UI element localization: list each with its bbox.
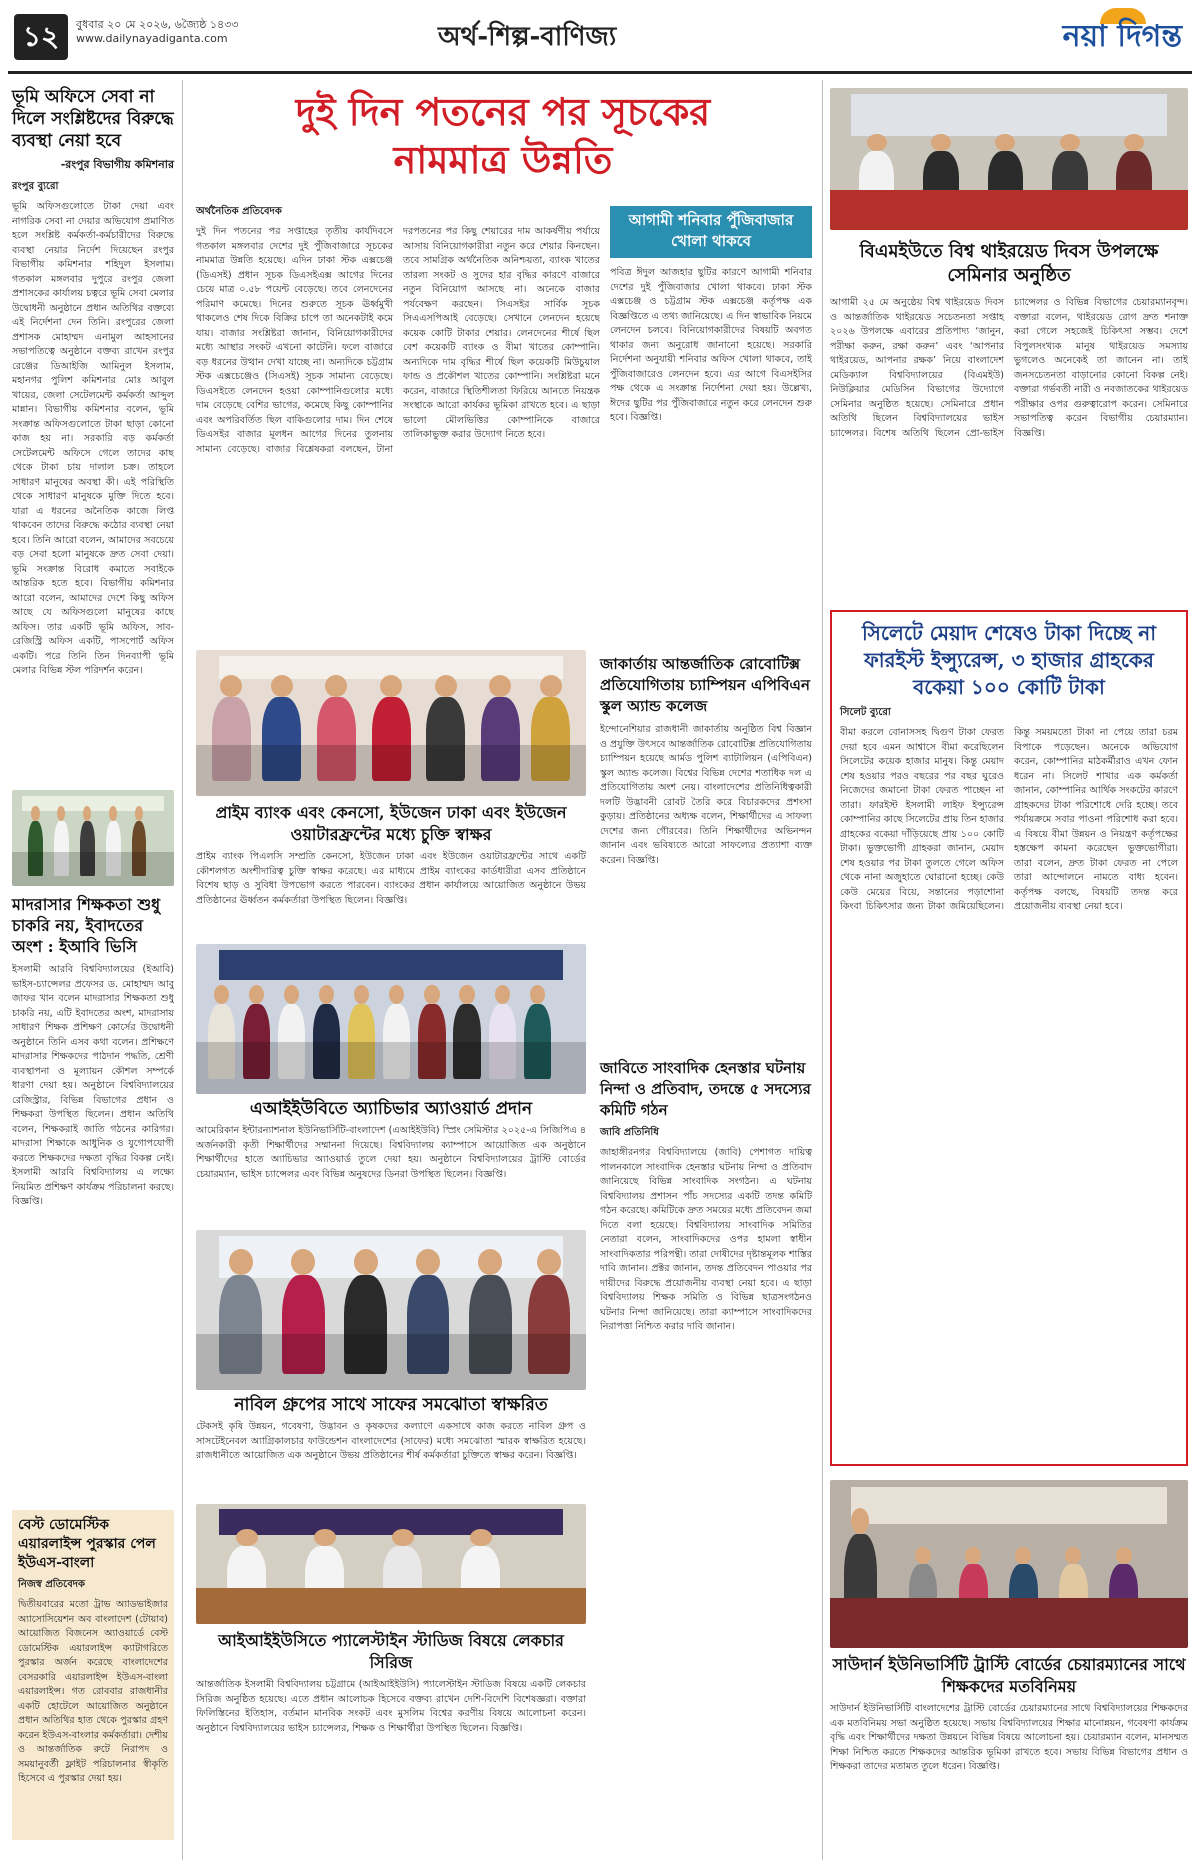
saturday-box-body: পবিত্র ঈদুল আজহার ছুটির কারণে আগামী শনিবার দেশের দুই পুঁজিবাজার খোলা থাকবে। ঢাকা স্টক এক্সচেঞ্জ ও চট্টগ্রাম স্টক এক্সচেঞ্জ কর্তৃপক্ষ এক বিজ্ঞপ্তিতে এ তথ্য জানিয়েছে। এ দিন স্বাভাবিক নিয়মে লেনদেন চলবে। বিনিয়োগকারীদের বিষয়টি অবগত থাকার জন্য অনুরোধ জানানো হয়েছে। সরকারি নির্দেশনা অনুযায়ী শনিবার অফিস খোলা থাকবে, তাই পুঁজিবাজারেও লেনদেন হবে। এর আগে বিএসইসির পক্ষ থেকে এ সংক্রান্ত নির্দেশনা দেয়া হয়। উল্লেখ্য, ঈদের ছুটির পর পুঁজিবাজারে নতুন করে লেনদেন শুরু হবে। বিজ্ঞপ্তি। xyxy=(610,267,812,423)
article-byline: সিলেট ব্যুরো xyxy=(840,707,891,718)
article-body: আমেরিকান ইন্টারন্যাশনাল ইউনিভার্সিটি-বাংলাদেশ (এআইইউবি) স্প্রিং সেমিস্টার ২০২৫-এ সিজিপিএ ৪ অর্জনকারী কৃতী শিক্ষার্থীদের সম্মাননা দিয়েছে। বিশ্ববিদ্যালয় ক্যাম্পাসে আয়োজিত এক অনুষ্ঠানে শিক্ষার্থীদের হাতে অ্যাচিভার অ্যাওয়ার্ড তুলে দেয়া হয়। অনুষ্ঠানে বিশ্ববিদ্যালয়ের ট্রাস্টি বোর্ডের চেয়ারম্যান, ভাইস চ্যান্সেলর এবং বিভিন্ন অনুষদের ডিনরা উপস্থিত ছিলেন। বিজ্ঞপ্তি। xyxy=(196,1125,586,1180)
saturday-box[interactable] xyxy=(610,206,812,258)
article-byline: নিজস্ব প্রতিবেদক xyxy=(18,1579,86,1590)
article-lead[interactable] xyxy=(196,200,600,645)
article-title: জাকার্তায় আন্তর্জাতিক রোবোটিক্স প্রতিযোগিতায় চ্যাম্পিয়ন এপিবিএন স্কুল অ্যান্ড কলেজ xyxy=(600,655,810,715)
article-byline: রংপুর ব্যুরো xyxy=(12,181,59,192)
article-body: দুই দিন পতনের পর সপ্তাহের তৃতীয় কার্যদিবসে গতকাল মঙ্গলবার দেশের দুই পুঁজিবাজারে সূচকের নামমাত্র উন্নতি হয়েছে। এদিন ঢাকা স্টক এক্সচেঞ্জ (ডিএসই) প্রধান সূচক ডিএসইএক্স আগের দিনের চেয়ে মাত্র ০.৫৮ পয়েন্ট বেড়েছে। তবে লেনদেনের পরিমাণ কমেছে। দিনের শুরুতে সূচক ঊর্ধ্বমুখী থাকলেও শেষ দিকে বিক্রির চাপে তা অনেকটাই কমে যায়। বাজার সংশ্লিষ্টরা জানান, বিনিয়োগকারীদের মধ্যে আস্থার সংকট এখনো কাটেনি। ফলে বাজারে বড় ধরনের উত্থান দেখা যাচ্ছে না। অন্যদিকে চট্টগ্রাম স্টক এক্সচেঞ্জেও (সিএসই) সূচক সামান্য বেড়েছে। ডিএসইতে লেনদেন হওয়া কোম্পানিগুলোর মধ্যে দাম বেড়েছে বেশির ভাগের, কমেছে কিছু কোম্পানির এবং অপরিবর্তিত ছিল বাকিগুলোর দাম। দিন শেষে ডিএসইর বাজার মূলধন আগের দিনের তুলনায় সামান্য বেড়েছে। বাজার বিশ্লেষকরা বলছেন, টানা দরপতনের পর কিছু শেয়ারের দাম আকর্ষণীয় পর্যায়ে আসায় বিনিয়োগকারীরা নতুন করে শেয়ার কিনছেন। তবে সামগ্রিক অর্থনৈতিক অনিশ্চয়তা, ব্যাংক খাতের তারল্য সংকট ও সুদের হার বৃদ্ধির কারণে বাজারে নতুন বিনিয়োগ আসছে না। অনেকে বাজার পর্যবেক্ষণ করছেন। সিএসইর সার্বিক সূচক সিএএসপিআই বেড়েছে। সেখানে লেনদেন হয়েছে কয়েক কোটি টাকার শেয়ার। লেনদেনের শীর্ষে ছিল বেশ কয়েকটি ব্যাংক ও বীমা খাতের কোম্পানি। অন্যদিকে দাম বৃদ্ধির শীর্ষে ছিল কয়েকটি মিউচুয়াল ফান্ড ও প্রকৌশল খাতের কোম্পানি। সংশ্লিষ্টরা মনে করেন, বাজারে স্থিতিশীলতা ফিরিয়ে আনতে নিয়ন্ত্রক সংস্থাকে আরো কার্যকর ভূমিকা রাখতে হবে। এ ছাড়া ভালো মৌলভিত্তির কোম্পানিকে বাজারে তালিকাভুক্ত করার উদ্যোগ নিতে হবে। xyxy=(196,226,600,455)
article-title: সাউদার্ন ইউনিভার্সিটি ট্রাস্টি বোর্ডের চেয়ারম্যানের সাথে শিক্ষকদের মতবিনিময় xyxy=(832,1655,1186,1696)
article-body: জাহাঙ্গীরনগর বিশ্ববিদ্যালয়ে (জাবি) পেশাগত দায়িত্ব পালনকালে সাংবাদিক হেনস্তার ঘটনায় নিন্দা ও প্রতিবাদ জানিয়েছে বিভিন্ন সাংবাদিক সংগঠন। এ ঘটনায় বিশ্ববিদ্যালয় প্রশাসন পাঁচ সদস্যের একটি তদন্ত কমিটি গঠন করেছে। কমিটিকে দ্রুত সময়ের মধ্যে প্রতিবেদন জমা দিতে বলা হয়েছে। বিশ্ববিদ্যালয় সাংবাদিক সমিতির নেতারা বলেন, সাংবাদিকদের ওপর হামলা স্বাধীন সাংবাদিকতার পরিপন্থী। তারা দোষীদের দৃষ্টান্তমূলক শাস্তির দাবি জানান। প্রক্টর জানান, তদন্ত প্রতিবেদন পাওয়ার পর দায়ীদের বিরুদ্ধে প্রয়োজনীয় ব্যবস্থা নেয়া হবে। এ ছাড়া বিশ্ববিদ্যালয় শিক্ষক সমিতি ও বিভিন্ন ছাত্রসংগঠনও ঘটনার নিন্দা জানিয়েছে। তারা ক্যাম্পাসে সাংবাদিকদের নিরাপত্তা নিশ্চিত করার দাবি জানান। xyxy=(600,1147,812,1332)
article-body: ভূমি অফিসগুলোতে টাকা দেয়া এবং নাগরিক সেবা না দেয়ার অভিযোগ প্রমাণিত হলে সংশ্লিষ্ট কর্মকর্তা-কর্মচারীদের বিরুদ্ধে ব্যবস্থা নেয়ার নির্দেশ দিয়েছেন রংপুর বিভাগীয় কমিশনার শহিদুল ইসলাম। গতকাল মঙ্গলবার দুপুরে রংপুর জেলা প্রশাসকের কার্যালয় চত্বরে ভূমি সেবা মেলার উদ্বোধনী অনুষ্ঠানে প্রধান অতিথির বক্তব্যে এই নির্দেশনা দেন তিনি। রংপুরের জেলা প্রশাসক মোহাম্মদ এনামুল আহসানের সভাপতিত্বে অনুষ্ঠানে বক্তব্য রাখেন রংপুর রেঞ্জের ডিআইজি আমিনুল ইসলাম, মহানগর পুলিশ কমিশনার মোঃ আবুল খায়ের, জেলা সেটেলমেন্ট কর্মকর্তা আব্দুল মান্নান। বিভাগীয় কমিশনার বলেন, ভূমি সংক্রান্ত অফিসগুলোতে টাকা ছাড়া কোনো কাজ হয় না। সরকারি বড় কর্মকর্তা সেটেলমেন্ট অফিসে গেলে তাদের কাছ থেকে টাকা চায় দালাল চক্র। তাহলে সাধারণ মানুষের অবস্থা কী। এই পরিস্থিতি থেকে সাধারণ মানুষকে মুক্তি দিতে হবে। যারা এ ধরনের অনৈতিক কাজে লিপ্ত থাকবেন তাদের বিরুদ্ধে কঠোর ব্যবস্থা নেয়া হবে। তিনি আরো বলেন, আমাদের সবচেয়ে বড় সেবা হলো মানুষকে দ্রুত সেবা দেয়া। ভূমি সংক্রান্ত বিরোধ কমাতে সবাইকে আন্তরিক হতে হবে। বিভাগীয় কমিশনার আরো বলেন, আমাদের দেশে কিছু অফিস আছে যে অফিসগুলো মানুষের কাছে অফিস। তার একটি ভূমি অফিস, সাব-রেজিস্ট্রি অফিস একটি, পাসপোর্ট অফিস একটি। পরে তিনি তিন দিনব্যাপী ভূমি মেলার বিভিন্ন স্টল পরিদর্শন করেন। xyxy=(12,201,174,676)
article-body: সাউদার্ন ইউনিভার্সিটি বাংলাদেশের ট্রাস্টি বোর্ডের চেয়ারম্যানের সাথে বিশ্ববিদ্যালয়ের শিক্ষকদের এক মতবিনিময় সভা অনুষ্ঠিত হয়েছে। সভায় বিশ্ববিদ্যালয়ের শিক্ষার মানোন্নয়ন, গবেষণা কার্যক্রম বৃদ্ধি এবং শিক্ষার্থীদের দক্ষতা উন্নয়নে বিভিন্ন বিষয়ে আলোচনা হয়। চেয়ারম্যান বলেন, মানসম্মত শিক্ষা নিশ্চিত করতে শিক্ষকদের আন্তরিক ভূমিকা রাখতে হবে। সভায় বিভিন্ন বিভাগের প্রধান ও শিক্ষকরা তাদের মতামত তুলে ধরেন। বিজ্ঞপ্তি। xyxy=(830,1703,1188,1772)
nabil-photo xyxy=(196,1230,586,1390)
article-byline: অর্থনৈতিক প্রতিবেদক xyxy=(196,206,282,217)
article-body: ইন্দোনেশিয়ার রাজধানী জাকার্তায় অনুষ্ঠিত বিশ্ব বিজ্ঞান ও প্রযুক্তি উৎসবে আন্তর্জাতিক রোবোটিক্স প্রতিযোগিতায় চ্যাম্পিয়ন হয়েছে আর্মড পুলিশ ব্যাটালিয়ন (এপিবিএন) স্কুল অ্যান্ড কলেজ। বিশ্বের বিভিন্ন দেশের শতাধিক দল এ প্রতিযোগিতায় অংশ নেয়। বাংলাদেশের প্রতিনিধিত্বকারী দলটি উদ্ভাবনী রোবট তৈরি করে বিচারকদের প্রশংসা কুড়ায়। প্রতিষ্ঠানের অধ্যক্ষ বলেন, শিক্ষার্থীদের এ সাফল্য দেশের জন্য গৌরবের। তিনি শিক্ষার্থীদের অভিনন্দন জানান এবং ভবিষ্যতে আরো সাফল্যের প্রত্যাশা ব্যক্ত করেন। বিজ্ঞপ্তি। xyxy=(600,724,812,866)
article-aiub[interactable] xyxy=(196,1098,586,1212)
article-title: সিলেটে মেয়াদ শেষেও টাকা দিচ্ছে না ফারইস্ট ইন্স্যুরেন্স, ৩ হাজার গ্রাহকের বকেয়া ১০০ কোটি টাকা xyxy=(861,621,1157,699)
column-divider xyxy=(822,80,823,1860)
lead-headline[interactable] xyxy=(196,88,810,184)
article-iiuc[interactable] xyxy=(196,1630,586,1838)
madrasa-photo xyxy=(12,790,174,886)
article-body: ইসলামী আরবি বিশ্ববিদ্যালয়ের (ইআবি) ভাইস-চ্যান্সেলর প্রফেসর ড. মোহাম্মদ আবু জাফর খান বলেন মাদরাসার শিক্ষকতা শুধু চাকরি নয়, এটি ইবাদতের অংশ, মাদরাসায় সাধারণ শিক্ষক প্রশিক্ষণ কোর্সের উদ্বোধনী অনুষ্ঠানে তিনি এসব কথা বলেন। প্রশিক্ষণে মাদরাসার শিক্ষকদের পাঠদান পদ্ধতি, শ্রেণী ব্যবস্থাপনা ও মূল্যায়ন কৌশল সম্পর্কে ধারণা দেয়া হয়। অনুষ্ঠানে বিশ্ববিদ্যালয়ের রেজিস্ট্রার, বিভিন্ন বিভাগের প্রধান ও শিক্ষকরা উপস্থিত ছিলেন। প্রধান অতিথি বলেন, শিক্ষকরাই জাতি গঠনের কারিগর। মাদরাসা শিক্ষাকে আধুনিক ও যুগোপযোগী করতে শিক্ষকদের দক্ষতা বৃদ্ধির বিকল্প নেই। ইসলামী আরবি বিশ্ববিদ্যালয় এ লক্ষ্যে নিয়মিত প্রশিক্ষণ কার্যক্রম পরিচালনা করছে। বিজ্ঞপ্তি। xyxy=(12,964,174,1207)
article-subtitle: -রংপুর বিভাগীয় কমিশনার xyxy=(60,158,174,171)
article-body: আন্তর্জাতিক ইসলামী বিশ্ববিদ্যালয় চট্টগ্রামে (আইআইইউসি) প্যালেস্টাইন স্টাডিজ বিষয়ে একটি লেকচার সিরিজ অনুষ্ঠিত হয়েছে। এতে প্রধান আলোচক হিসেবে বক্তব্য রাখেন দেশি-বিদেশি বিশেষজ্ঞরা। বক্তারা ফিলিস্তিনের ইতিহাস, বর্তমান মানবিক সংকট এবং মুসলিম বিশ্বের করণীয় বিষয়ে আলোচনা করেন। অনুষ্ঠানে বিশ্ববিদ্যালয়ের ভাইস চ্যান্সেলর, শিক্ষক ও শিক্ষার্থীরা উপস্থিত ছিলেন। বিজ্ঞপ্তি। xyxy=(196,1679,586,1734)
article-prime-bank[interactable] xyxy=(196,802,586,938)
article-title: বেস্ট ডোমেস্টিক এয়ারলাইন্স পুরস্কার পেল ইউএস-বাংলা xyxy=(18,1517,156,1571)
article-jabi[interactable] xyxy=(600,1058,812,1846)
article-body: বীমা করলে বোনাসসহ দ্বিগুণ টাকা ফেরত দেয়া হবে এমন আশ্বাসে বীমা করেছিলেন সিলেটের কয়েক হাজার মানুষ। কিন্তু মেয়াদ শেষ হওয়ার পরও বছরের পর বছর ঘুরেও নিজেদের জমানো টাকা ফেরত পাচ্ছেন না তারা। ফারইস্ট ইসলামী লাইফ ইন্স্যুরেন্স কোম্পানির কাছে সিলেটের প্রায় তিন হাজার গ্রাহকের বকেয়া দাঁড়িয়েছে প্রায় ১০০ কোটি টাকা। ভুক্তভোগী গ্রাহকরা জানান, মেয়াদ শেষ হওয়ার পর টাকা তুলতে গেলে অফিস থেকে নানা অজুহাতে ঘোরানো হচ্ছে। কেউ কেউ মেয়ের বিয়ে, সন্তানের পড়াশোনা কিংবা চিকিৎসার জন্য টাকা জমিয়েছিলেন। কিন্তু সময়মতো টাকা না পেয়ে তারা চরম বিপাকে পড়েছেন। অনেকে অভিযোগ করেন, কোম্পানির মাঠকর্মীরাও এখন ফোন ধরেন না। সিলেট শাখার এক কর্মকর্তা জানান, কোম্পানির আর্থিক সংকটের কারণে গ্রাহকদের টাকা পরিশোধে দেরি হচ্ছে। তবে পর্যায়ক্রমে সবার পাওনা পরিশোধ করা হবে। এ বিষয়ে বীমা উন্নয়ন ও নিয়ন্ত্রণ কর্তৃপক্ষের হস্তক্ষেপ কামনা করেছেন ভুক্তভোগীরা। তারা বলেন, দ্রুত টাকা ফেরত না পেলে তারা আন্দোলনে নামতে বাধ্য হবেন। কর্তৃপক্ষ বলছে, বিষয়টি তদন্ত করে প্রয়োজনীয় ব্যবস্থা নেয়া হবে। xyxy=(840,727,1178,912)
page-header xyxy=(8,6,1192,74)
article-title: ভূমি অফিসে সেবা না দিলে সংশ্লিষ্টদের বিরুদ্ধে ব্যবস্থা নেয়া হবে xyxy=(12,87,174,151)
article-title: প্রাইম ব্যাংক এবং কেনসো, ইউজেন ঢাকা এবং ইউজেন ওয়াটারফ্রন্টের মধ্যে চুক্তি স্বাক্ষর xyxy=(215,803,567,844)
lead-title-line1: দুই দিন পতনের পর সূচকের xyxy=(295,89,711,134)
article-title: মাদরাসার শিক্ষকতা শুধু চাকরি নয়, ইবাদতের অংশ : ইআবি ভিসি xyxy=(12,895,161,956)
page-number: ১২ xyxy=(14,14,68,60)
bmu-seminar-photo xyxy=(830,88,1188,230)
article-land-office[interactable] xyxy=(12,86,174,760)
column-divider xyxy=(182,80,183,1860)
section-title: অর্থ-শিল্প-বাণিজ্য xyxy=(438,22,617,52)
southern-univ-photo xyxy=(830,1480,1188,1648)
article-body: দ্বিতীয়বারের মতো ট্রাভ অ্যাডভাইজার অ্যাসোসিয়েশন অব বাংলাদেশ (টোয়াব) আয়োজিত বিজনেস অ্যাওয়ার্ডে বেস্ট ডোমেস্টিক এয়ারলাইন্স ক্যাটাগরিতে পুরস্কার অর্জন করেছে বাংলাদেশের বেসরকারি এয়ারলাইন্স ইউএস-বাংলা এয়ারলাইন্স। গত রোববার রাজধানীর একটি হোটেলে আয়োজিত অনুষ্ঠানে প্রধান অতিথির হাত থেকে পুরস্কার গ্রহণ করেন ইউএস-বাংলার কর্মকর্তারা। দেশীয় ও আন্তর্জাতিক রুটে নিরাপদ ও সময়ানুবর্তী ফ্লাইট পরিচালনার স্বীকৃতি হিসেবে এ পুরস্কার দেয়া হয়। xyxy=(18,1599,168,1784)
article-sylhet[interactable] xyxy=(830,610,1188,1466)
newspaper-logo[interactable]: নয়া দিগন্ত xyxy=(1062,19,1182,54)
issue-date: বুধবার ২০ মে ২০২৬, ৬জ্যৈষ্ঠ ১৪৩৩ xyxy=(76,18,239,31)
article-robotics[interactable] xyxy=(600,654,812,1053)
article-title: এআইইউবিতে অ্যাচিভার অ্যাওয়ার্ড প্রদান xyxy=(249,1099,533,1119)
article-southern-univ[interactable] xyxy=(830,1654,1188,1832)
aiub-photo xyxy=(196,944,586,1094)
article-us-bangla[interactable] xyxy=(12,1510,174,1840)
article-body: টেকসই কৃষি উন্নয়ন, গবেষণা, উদ্ভাবন ও কৃষকদের কল্যাণে একসাথে কাজ করতে নাবিল গ্রুপ ও সাসটেইনেবল অ্যাগ্রিকালচার ফাউন্ডেশন বাংলাদেশের (সাফের) মধ্যে সমঝোতা স্মারক স্বাক্ষরিত হয়েছে। রাজধানীতে আয়োজিত এক অনুষ্ঠানে উভয় প্রতিষ্ঠানের শীর্ষ কর্মকর্তারা চুক্তিতে স্বাক্ষর করেন। বিজ্ঞপ্তি। xyxy=(196,1421,586,1461)
article-title: নাবিল গ্রুপের সাথে সাফের সমঝোতা স্বাক্ষরিত xyxy=(234,1395,548,1415)
article-bmu[interactable] xyxy=(830,240,1188,606)
article-title: আইআইইউসিতে প্যালেস্টাইন স্টাডিজ বিষয়ে লেকচার সিরিজ xyxy=(218,1631,564,1672)
iiuc-photo xyxy=(196,1504,586,1624)
lead-title-line2: নামমাত্র উন্নতি xyxy=(393,137,613,182)
article-byline: জাবি প্রতিনিধি xyxy=(600,1127,659,1138)
article-title: জাবিতে সাংবাদিক হেনস্তার ঘটনায় নিন্দা ও প্রতিবাদ, তদন্তে ৫ সদস্যের কমিটি গঠন xyxy=(600,1059,811,1119)
box-title: আগামী শনিবার পুঁজিবাজার খোলা থাকবে xyxy=(628,211,794,250)
article-madrasa[interactable] xyxy=(12,894,174,1383)
prime-bank-photo xyxy=(196,650,586,796)
article-body: প্রাইম ব্যাংক পিএলসি সম্প্রতি কেনসো, ইউজেন ঢাকা এবং ইউজেন ওয়াটারফ্রন্টের সাথে একটি কৌশলগত অংশীদারিত্ব চুক্তি স্বাক্ষর করেছে। এর মাধ্যমে প্রাইম ব্যাংকের কার্ডধারীরা এসব প্রতিষ্ঠানে বিশেষ ছাড় ও সুবিধা উপভোগ করতে পারবেন। ব্যাংকের প্রধান কার্যালয়ে আয়োজিত অনুষ্ঠানে উভয় প্রতিষ্ঠানের ঊর্ধ্বতন কর্মকর্তারা উপস্থিত ছিলেন। বিজ্ঞপ্তি। xyxy=(196,851,586,906)
article-body: আগামী ২৫ মে অনুষ্ঠেয় বিশ্ব থাইরয়েড দিবস ও আন্তর্জাতিক থাইরয়েড সচেতনতা সপ্তাহ ২০২৬ উপলক্ষে এবারের প্রতিপাদ্য ‘জানুন, পরীক্ষা করুন, রক্ষা করুন’ এবং ‘আপনার থাইরয়েড, আপনার রক্ষক’ নিয়ে বাংলাদেশ মেডিক্যাল বিশ্ববিদ্যালয়ের (বিএমইউ) নিউক্লিয়ার মেডিসিন বিভাগের উদ্যোগে সেমিনার অনুষ্ঠিত হয়েছে। সেমিনারে প্রধান অতিথি ছিলেন বিশ্ববিদ্যালয়ের ভাইস চ্যান্সেলর। বিশেষ অতিথি ছিলেন প্রো-ভাইস চ্যান্সেলর ও বিভিন্ন বিভাগের চেয়ারম্যানবৃন্দ। বক্তারা বলেন, থাইরয়েড রোগ দ্রুত শনাক্ত করা গেলে সহজেই চিকিৎসা সম্ভব। দেশে বিপুলসংখ্যক মানুষ থাইরয়েড সমস্যায় ভুগলেও অনেকেই তা জানেন না। তাই জনসচেতনতা বাড়ানোর কোনো বিকল্প নেই। বক্তারা গর্ভবতী নারী ও নবজাতকের থাইরয়েড পরীক্ষার ওপর গুরুত্বারোপ করেন। সেমিনারে সভাপতিত্ব করেন বিভাগীয় চেয়ারম্যান। বিজ্ঞপ্তি। xyxy=(830,297,1188,439)
article-nabil[interactable] xyxy=(196,1394,586,1498)
website-link[interactable]: www.dailynayadiganta.com xyxy=(76,32,228,45)
article-title: বিএমইউতে বিশ্ব থাইরয়েড দিবস উপলক্ষে সেমিনার অনুষ্ঠিত xyxy=(859,241,1159,286)
